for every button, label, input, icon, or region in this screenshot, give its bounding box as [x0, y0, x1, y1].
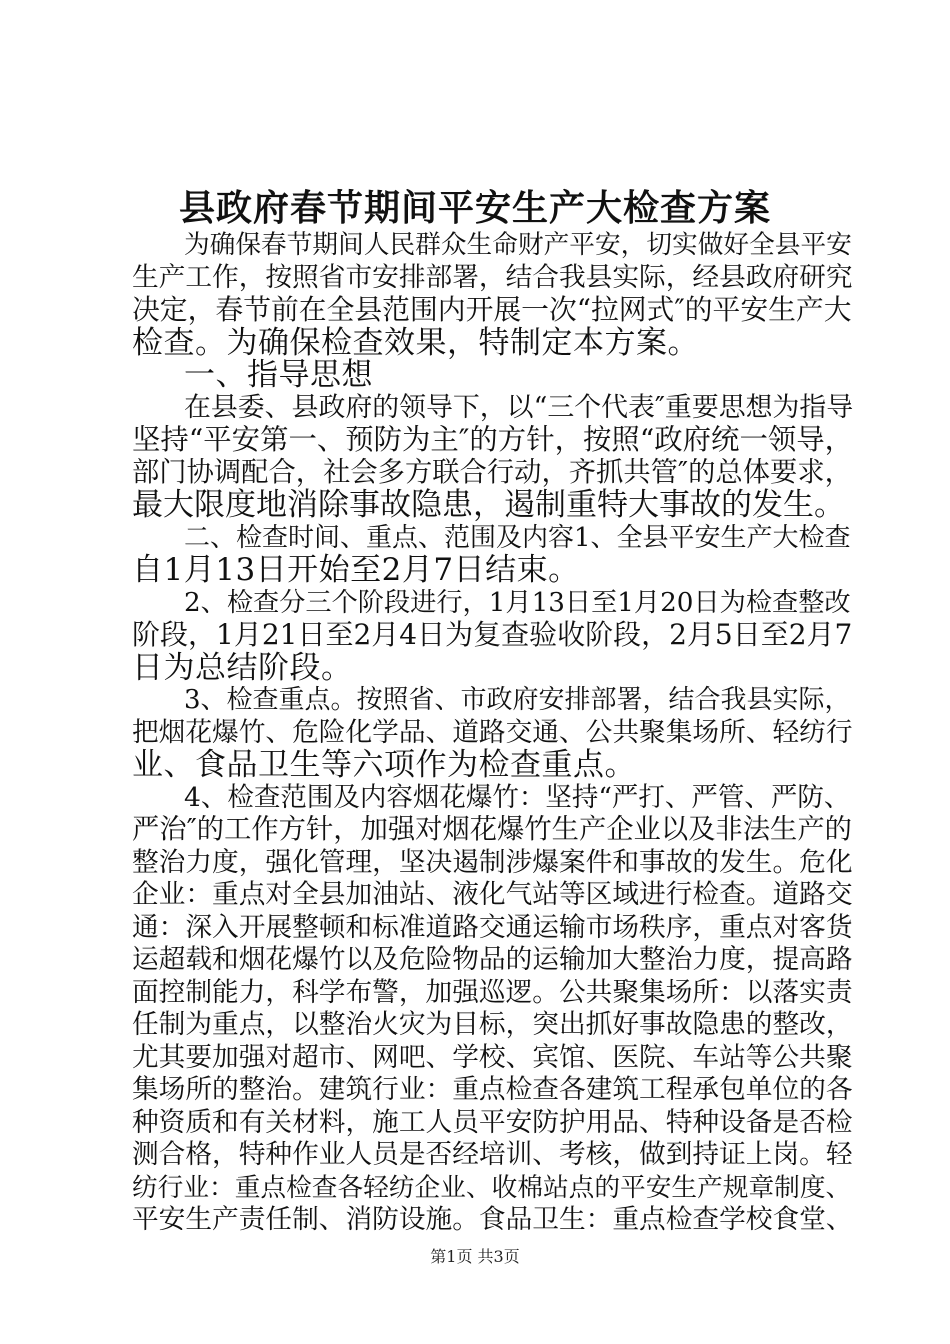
text-line: 一、指导思想 — [184, 357, 373, 393]
text-line: 整治力度，强化管理，坚决遏制涉爆案件和事故的发生。危化 — [132, 846, 853, 878]
text-line: 平安生产责任制、消防设施。食品卫生：重点检查学校食堂、 — [132, 1204, 853, 1235]
text-line: 检查。为确保检查效果，特制定本方案。 — [132, 324, 699, 361]
text-line: 尤其要加强对超市、网吧、学校、宾馆、医院、车站等公共聚 — [132, 1041, 853, 1073]
text-line: 生产工作，按照省市安排部署，结合我县实际，经县政府研究 — [132, 261, 853, 293]
text-line: 阶段，1月21日至2月4日为复查验收阶段，2月5日至2月7 — [132, 618, 853, 651]
text-line: 二、检查时间、重点、范围及内容1、全县平安生产大检查 — [184, 522, 851, 553]
text-line: 通：深入开展整顿和标准道路交通运输市场秩序，重点对客货 — [132, 911, 853, 943]
text-line: 在县委、县政府的领导下，以“三个代表″重要思想为指导 — [184, 391, 854, 423]
page-footer: 第1页 共3页 — [430, 1247, 520, 1266]
text-line: 面控制能力，科学布警，加强巡逻。公共聚集场所：以落实责 — [132, 976, 853, 1008]
text-line: 2、检查分三个阶段进行，1月13日至1月20日为检查整改 — [184, 587, 851, 618]
document-body — [132, 229, 852, 1237]
text-line: 任制为重点，以整治火灾为目标，突出抓好事故隐患的整改， — [132, 1009, 853, 1040]
text-line: 决定，春节前在全县范围内开展一次“拉网式″的平安生产大 — [132, 293, 852, 326]
text-line: 3、检查重点。按照省、市政府安排部署，结合我县实际， — [184, 685, 851, 715]
text-line: 坚持“平安第一、预防为主″的方针，按照“政府统一领导， — [132, 423, 854, 456]
text-line: 部门协调配合，社会多方联合行动，齐抓共管″的总体要求， — [132, 456, 852, 488]
text-line: 运超载和烟花爆竹以及危险物品的运输加大整治力度，提高路 — [132, 944, 853, 975]
text-line: 集场所的整治。建筑行业：重点检查各建筑工程承包单位的各 — [132, 1074, 853, 1105]
text-line: 自1月13日开始至2月7日结束。 — [132, 552, 580, 588]
document-title: 县政府春节期间平安生产大检查方案 — [178, 187, 771, 229]
text-line: 测合格，特种作业人员是否经培训、考核，做到持证上岗。轻 — [132, 1139, 853, 1170]
text-line: 为确保春节期间人民群众生命财产平安，切实做好全县平安 — [184, 230, 852, 260]
text-line: 种资质和有关材料，施工人员平安防护用品、特种设备是否检 — [132, 1106, 853, 1138]
text-line: 把烟花爆竹、危险化学品、道路交通、公共聚集场所、轻纺行 — [132, 716, 853, 748]
text-line: 最大限度地消除事故隐患，遏制重特大事故的发生。 — [132, 487, 845, 523]
text-line: 日为总结阶段。 — [132, 649, 353, 686]
text-line: 纺行业：重点检查各轻纺企业、收棉站点的平安生产规章制度、 — [132, 1172, 852, 1203]
text-line: 严治″的工作方针，加强对烟花爆竹生产企业以及非法生产的 — [132, 814, 852, 845]
text-line: 企业：重点对全县加油站、液化气站等区域进行检查。道路交 — [132, 879, 853, 910]
text-line: 业、食品卫生等六项作为检查重点。 — [132, 747, 636, 783]
text-line: 4、检查范围及内容烟花爆竹：坚持“严打、严管、严防、 — [184, 781, 851, 813]
